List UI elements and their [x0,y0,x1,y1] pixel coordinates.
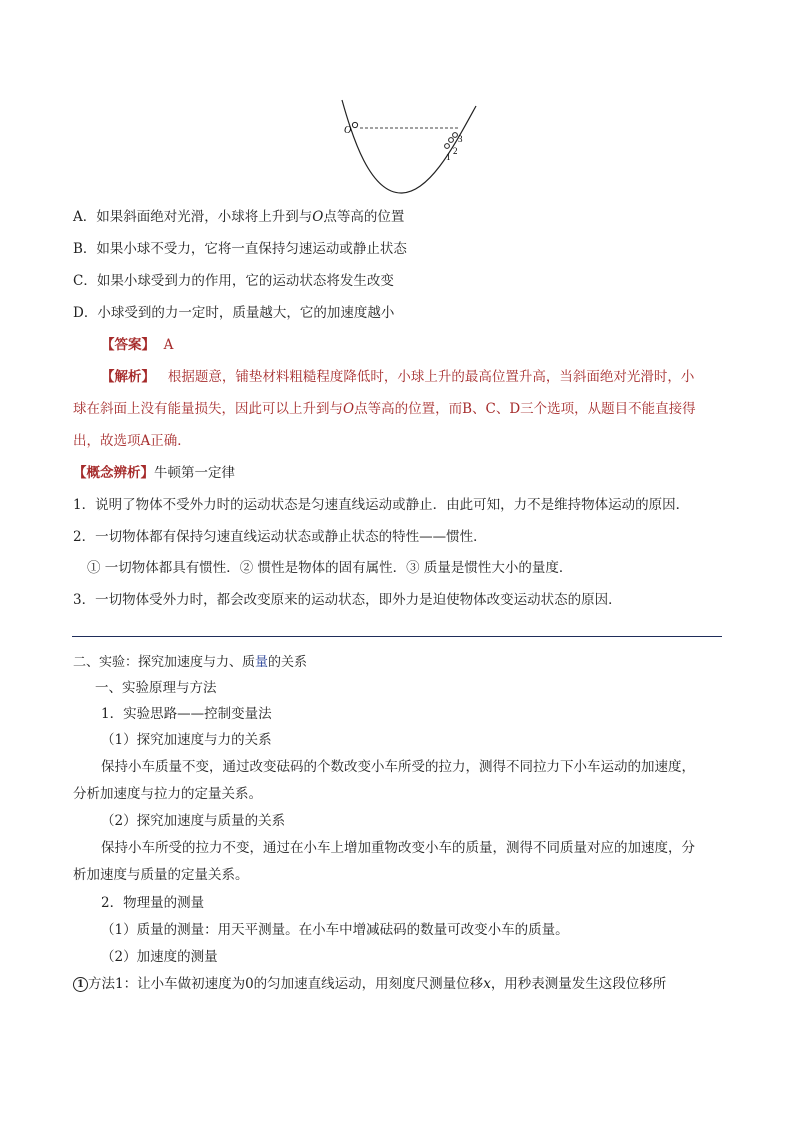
item-1b-heading: （2）探究加速度与质量的关系 [101,813,286,829]
option-d: D．小球受到的力一定时，质量越大，它的加速度越小 [73,305,395,321]
concept-tag: 【概念辨析】 [73,465,154,481]
label-1: 1 [446,152,451,162]
subheading-principle: 一、实验原理与方法 [95,680,217,696]
label-3: 3 [458,134,463,144]
curved-track-figure [330,96,490,200]
analysis-tag: 【解析】 [101,369,155,385]
answer-line [101,335,173,355]
concept-point-2-sub: ① 一切物体都具有惯性．② 惯性是物体的固有属性．③ 质量是惯性大小的量度． [87,560,573,576]
concept-heading [73,463,235,483]
analysis-line-2: 球在斜面上没有能量损失，因此可以上升到与O点等高的位置，而B、C、D三个选项，从题目不能直接得 [73,401,696,417]
item-1a-heading: （1）探究加速度与力的关系 [101,732,272,748]
item-1a-text-1: 保持小车质量不变，通过改变砝码的个数改变小车所受的拉力，测得不同拉力下小车运动的加速度， [101,759,695,775]
item-2a-text: （1）质量的测量：用天平测量。在小车中增减砝码的数量可改变小车的质量。 [101,922,569,938]
ball-start [352,122,357,127]
concept-point-3: 3．一切物体受外力时，都会改变原来的运动状态，即外力是迫使物体改变运动状态的原因． [73,592,622,608]
ball-position-1 [445,144,450,149]
method-1-text: 1 方法1：让小车做初速度为0的匀加速直线运动，用刻度尺测量位移x，用秒表测量发生这段位移所 [73,974,666,994]
ball-position-2 [449,138,454,143]
concept-point-1: 1．说明了物体不受外力时的运动状态是匀速直线运动或静止．由此可知，力不是维持物体运动的原因． [73,497,690,513]
item-1a-text-2: 分析加速度与拉力的定量关系。 [73,786,262,802]
analysis-line-1: 【解析】 根据题意，铺垫材料粗糙程度降低时，小球上升的最高位置升高，当斜面绝对光滑时，小 [101,369,695,385]
circled-1-icon: 1 [73,977,88,992]
answer-value: A [163,337,174,353]
item-2-heading: 2．物理量的测量 [101,895,205,911]
item-1b-text-2: 析加速度与质量的定量关系。 [73,867,249,883]
concept-point-2: 2．一切物体都有保持匀速直线运动状态或静止状态的特性——惯性． [73,529,487,545]
item-1b-text-1: 保持小车所受的拉力不变，通过在小车上增加重物改变小车的质量，测得不同质量对应的加速度，分 [101,840,695,856]
ball-position-3 [453,133,458,138]
label-o: O [344,125,352,136]
section2-heading: 二、实验：探究加速度与力、质量的关系 [73,655,308,670]
item-1-heading: 1．实验思路——控制变量法 [101,706,272,722]
concept-title: 牛顿第一定律 [154,465,235,481]
section-divider [72,636,722,637]
option-a: A．如果斜面绝对光滑，小球将上升到与O点等高的位置 [73,209,405,225]
label-2: 2 [453,146,458,156]
item-2b-heading: （2）加速度的测量 [101,949,218,965]
analysis-line-3: 出，故选项A正确． [73,433,191,449]
option-b: B．如果小球不受力，它将一直保持匀速运动或静止状态 [73,241,407,257]
answer-tag: 【答案】 [101,337,155,353]
option-c: C．如果小球受到力的作用，它的运动状态将发生改变 [73,273,394,289]
